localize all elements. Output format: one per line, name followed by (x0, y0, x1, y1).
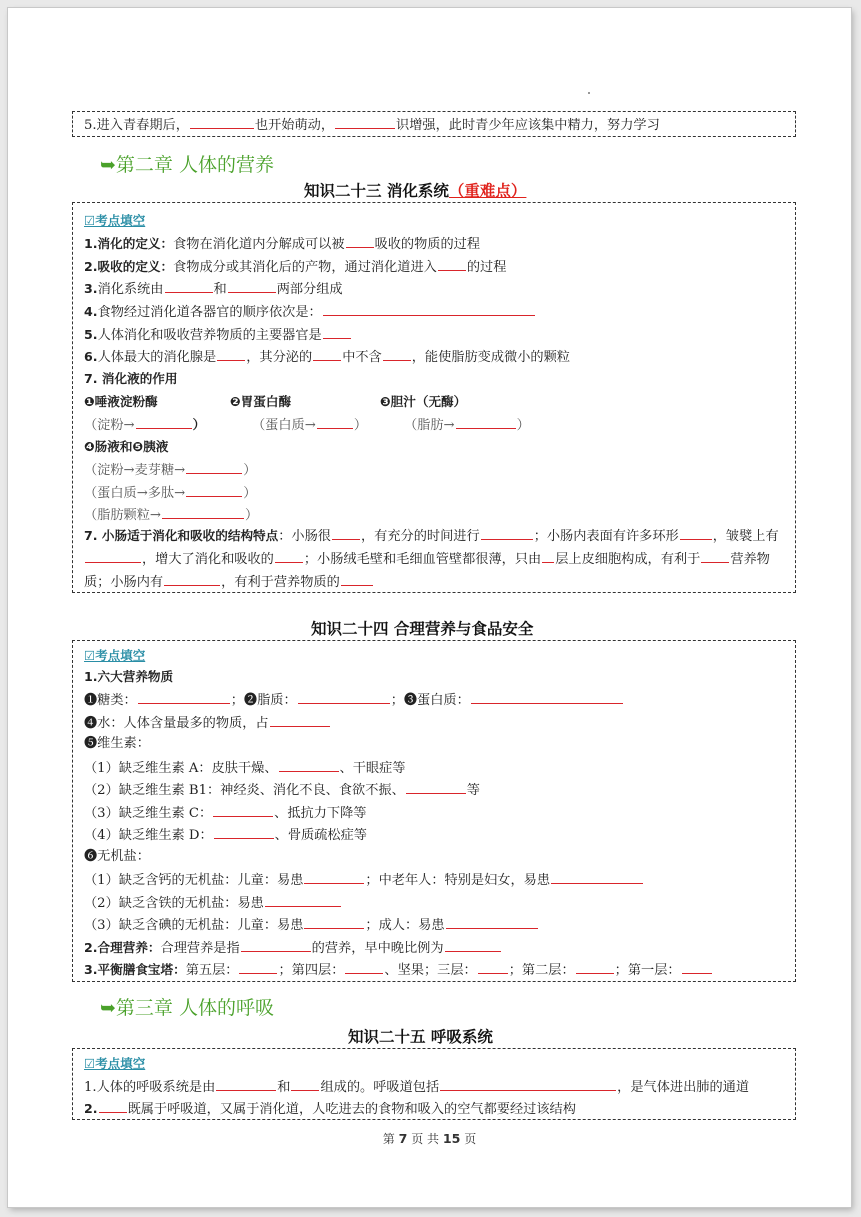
fat-chain: （脂肪颗粒→ ） (84, 504, 258, 524)
blank[interactable] (323, 324, 351, 339)
digestive-system-parts: 3.消化系统由 和 两部分组成 (84, 278, 343, 298)
bile-product: （脂肪→ ） (404, 414, 530, 434)
blank[interactable] (701, 548, 729, 563)
chapter-2-heading: ➥第二章 人体的营养 (100, 154, 274, 176)
section-23-title: 知识二十三 消化系统（重难点） (304, 182, 527, 200)
blank[interactable] (265, 892, 341, 907)
blank[interactable] (313, 346, 341, 361)
blank[interactable] (138, 689, 230, 704)
mineral-iodine: （3）缺乏含碘的无机盐：儿童：易患 ；成人：易患 (84, 914, 539, 934)
vitamin-heading: ❺维生素： (84, 736, 150, 751)
blank[interactable] (471, 689, 623, 704)
fill-in-tag: ☑考点填空 (84, 213, 146, 228)
stray-dot (588, 92, 590, 94)
blank[interactable] (99, 1098, 127, 1113)
six-nutrients-heading: 1.六大营养物质 (84, 669, 174, 684)
fill-in-tag: ☑考点填空 (84, 1056, 146, 1071)
fill-in-tag: ☑考点填空 (84, 648, 146, 663)
saliva-product: （淀粉→ ） (84, 414, 205, 434)
blank[interactable] (680, 525, 712, 540)
blank[interactable] (136, 414, 192, 429)
blank[interactable] (438, 256, 466, 271)
blank[interactable] (682, 959, 712, 974)
mineral-iron: （2）缺乏含铁的无机盐：易患 (84, 892, 342, 912)
document-page (8, 8, 851, 1207)
blank[interactable] (332, 525, 360, 540)
blank[interactable] (275, 548, 303, 563)
chapter-3-heading: ➥第三章 人体的呼吸 (100, 997, 274, 1019)
vitamin-c: （3）缺乏维生素 C： 、抵抗力下降等 (84, 802, 366, 822)
blank[interactable] (323, 301, 535, 316)
page-footer: 第 7 页 共 15 页 (382, 1131, 477, 1146)
protein-chain: （蛋白质→多肽→ ） (84, 482, 256, 502)
blank[interactable] (216, 1076, 276, 1091)
blank[interactable] (186, 459, 242, 474)
blank[interactable] (162, 504, 244, 519)
blank[interactable] (213, 802, 273, 817)
respiratory-system-line: 1.人体的呼吸系统是由 和 组成的。呼吸道包括 ，是气体进出肺的通道 (84, 1076, 749, 1096)
intestinal-pancreatic-juice: ❹肠液和❺胰液 (84, 439, 169, 454)
blank[interactable] (241, 937, 311, 952)
enzyme-bile: ❸胆汁（无酶） (380, 394, 467, 409)
digestion-definition: 1.消化的定义：食物在消化道内分解成可以被 吸收的物质的过程 (84, 233, 480, 253)
blank[interactable] (298, 689, 390, 704)
digestive-tract-order: 4.食物经过消化道各器官的顺序依次是： (84, 301, 536, 321)
puberty-line: 5.进入青春期后， 也开始萌动， 识增强，此时青少年应该集中精力，努力学习 (84, 114, 660, 134)
blank[interactable] (228, 278, 276, 293)
blank[interactable] (345, 959, 383, 974)
water-line: ❹水：人体含量最多的物质，占 (84, 712, 331, 732)
key-point-tag: （重难点） (448, 182, 527, 200)
reasonable-nutrition: 2.合理营养：合理营养是指 的营养，早中晚比例为 (84, 937, 502, 957)
pepsin-product: （蛋白质→ ） (252, 414, 367, 434)
starch-chain: （淀粉→麦芽糖→ ） (84, 459, 256, 479)
small-intestine-features: 7. 小肠适于消化和吸收的结构特点：小肠很 ，有充分的时间进行 ；小肠内表面有许多环形 ，皱襞上有，增大了消化和吸收的 ；小肠绒毛壁和毛细血管壁都很薄，只由 层上皮细胞构成，有利于 营养物质；小肠内有 ，有利于营养物质的 (84, 524, 784, 594)
blank[interactable] (551, 869, 643, 884)
blank[interactable] (346, 233, 374, 248)
blank[interactable] (481, 525, 533, 540)
blank[interactable] (190, 114, 254, 129)
absorption-definition: 2.吸收的定义：食物成分或其消化后的产物，通过消化道进入 的过程 (84, 256, 506, 276)
blank[interactable] (478, 959, 508, 974)
mineral-heading: ❻无机盐： (84, 849, 150, 864)
food-pyramid: 3.平衡膳食宝塔：第五层： ；第四层： 、坚果；三层： ；第二层： ；第一层： (84, 959, 713, 979)
blank[interactable] (445, 937, 501, 952)
blank[interactable] (317, 414, 353, 429)
blank[interactable] (239, 959, 277, 974)
blank[interactable] (186, 482, 242, 497)
blank[interactable] (383, 346, 411, 361)
blank[interactable] (341, 571, 373, 586)
blank[interactable] (304, 914, 364, 929)
blank[interactable] (576, 959, 614, 974)
blank[interactable] (335, 114, 395, 129)
blank[interactable] (542, 548, 554, 563)
blank[interactable] (456, 414, 516, 429)
blank[interactable] (406, 779, 466, 794)
section-24-title: 知识二十四 合理营养与食品安全 (311, 620, 534, 638)
digestive-juice-heading: 7. 消化液的作用 (84, 371, 178, 386)
vitamin-a: （1）缺乏维生素 A：皮肤干燥、 、干眼症等 (84, 757, 405, 777)
blank[interactable] (291, 1076, 319, 1091)
nutrients-1-3: ❶糖类： ；❷脂质： ；❸蛋白质： (84, 689, 624, 709)
blank[interactable] (440, 1076, 616, 1091)
vitamin-d: （4）缺乏维生素 D： 、骨质疏松症等 (84, 824, 367, 844)
enzyme-saliva: ❶唾液淀粉酶 (84, 394, 158, 409)
blank[interactable] (165, 278, 213, 293)
blank[interactable] (164, 571, 220, 586)
blank[interactable] (446, 914, 538, 929)
blank[interactable] (279, 757, 339, 772)
mineral-calcium: （1）缺乏含钙的无机盐：儿童：易患 ；中老年人：特别是妇女，易患 (84, 869, 644, 889)
pharynx-line: 2. 既属于呼吸道，又属于消化道，人吃进去的食物和吸入的空气都要经过该结构 (84, 1098, 576, 1118)
largest-gland: 6.人体最大的消化腺是 ，其分泌的 中不含 ，能使脂肪变成微小的颗粒 (84, 346, 570, 366)
main-absorption-organ: 5.人体消化和吸收营养物质的主要器官是 (84, 324, 352, 344)
blank[interactable] (270, 712, 330, 727)
vitamin-b1: （2）缺乏维生素 B1：神经炎、消化不良、食欲不振、 等 (84, 779, 480, 799)
blank[interactable] (217, 346, 245, 361)
blank[interactable] (85, 548, 141, 563)
blank[interactable] (304, 869, 364, 884)
section-25-title: 知识二十五 呼吸系统 (348, 1028, 493, 1046)
blank[interactable] (214, 824, 274, 839)
enzyme-pepsin: ❷胃蛋白酶 (230, 394, 292, 409)
